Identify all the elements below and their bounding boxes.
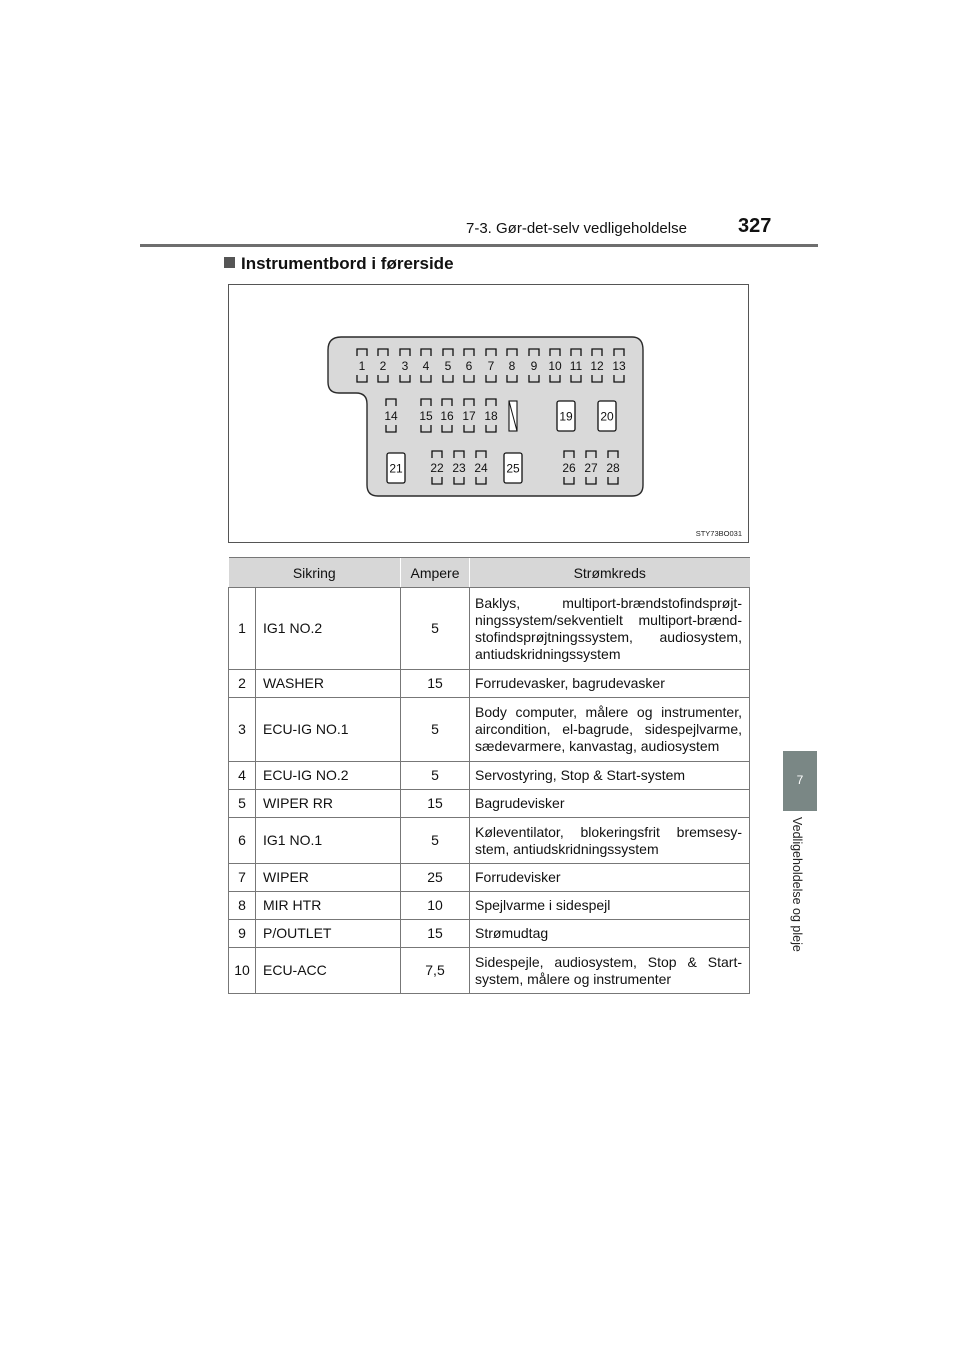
fuse-name-cell: WIPER — [256, 864, 401, 892]
fuse-name-cell: MIR HTR — [256, 892, 401, 920]
section-heading-text: Instrumentbord i førerside — [241, 254, 454, 273]
table-row — [229, 588, 750, 670]
fuse-table — [228, 557, 750, 994]
fuse-number-cell: 4 — [229, 762, 256, 790]
fuse-circuit-cell: Servostyring, Stop & Start-system — [470, 762, 750, 790]
fuse-label: 8 — [508, 359, 516, 373]
fuse-ampere-cell: 5 — [401, 588, 470, 670]
fuse-box-figure — [228, 284, 749, 543]
fuse-box-diagram — [229, 285, 748, 542]
fuse-ampere-cell: 5 — [401, 818, 470, 864]
fuse-number-cell: 7 — [229, 864, 256, 892]
figure-code: STY73BO031 — [695, 529, 742, 538]
page-number: 327 — [738, 215, 772, 237]
table-row — [229, 920, 750, 948]
fuse-ampere-cell: 5 — [401, 762, 470, 790]
fuse-ampere-cell: 15 — [401, 920, 470, 948]
header-ampere: Ampere — [401, 558, 470, 588]
heading-square-icon — [224, 257, 235, 268]
header-sikring: Sikring — [229, 558, 401, 588]
fuse-number-cell: 1 — [229, 588, 256, 670]
fuse-name-cell: IG1 NO.2 — [256, 588, 401, 670]
fuse-name-cell: P/OUTLET — [256, 920, 401, 948]
fuse-label: 23 — [452, 461, 466, 475]
table-row — [229, 864, 750, 892]
fuse-circuit-cell: Forrudevasker, bagrudevasker — [470, 670, 750, 698]
fuse-number-cell: 5 — [229, 790, 256, 818]
fuse-label: 15 — [419, 409, 433, 423]
fuse-label: 13 — [612, 359, 626, 373]
fuse-ampere-cell: 10 — [401, 892, 470, 920]
table-row — [229, 818, 750, 864]
fuse-circuit-cell: Bagrudevisker — [470, 790, 750, 818]
fuse-label: 28 — [606, 461, 620, 475]
fuse-circuit-cell: Køleventilator, blokeringsfrit bremsesy-stem, antiudskridningssystem — [470, 818, 750, 864]
fuse-label: 9 — [530, 359, 538, 373]
fuse-label: 27 — [584, 461, 598, 475]
fuse-number-cell: 10 — [229, 948, 256, 994]
fuse-name-cell: IG1 NO.1 — [256, 818, 401, 864]
fuse-label: 1 — [358, 359, 366, 373]
fuse-label: 10 — [548, 359, 562, 373]
chapter-tab-label: Vedligeholdelse og pleje — [790, 817, 804, 952]
chapter-tab-number: 7 — [796, 773, 804, 787]
fuse-label: 19 — [559, 409, 573, 424]
fuse-label: 25 — [506, 461, 520, 476]
fuse-number-cell: 8 — [229, 892, 256, 920]
fuse-label: 14 — [384, 409, 398, 423]
fuse-label: 22 — [430, 461, 444, 475]
fuse-name-cell: ECU-IG NO.2 — [256, 762, 401, 790]
fuse-label: 3 — [401, 359, 409, 373]
fuse-name-cell: WASHER — [256, 670, 401, 698]
fuse-label: 16 — [440, 409, 454, 423]
fuse-circuit-cell: Forrudevisker — [470, 864, 750, 892]
fuse-label: 5 — [444, 359, 452, 373]
fuse-ampere-cell: 5 — [401, 698, 470, 762]
fuse-label: 21 — [389, 461, 403, 476]
chapter-tab[interactable] — [783, 751, 817, 811]
fuse-label: 18 — [484, 409, 498, 423]
section-heading — [224, 254, 454, 274]
header-stromkreds: Strømkreds — [470, 558, 750, 588]
fuse-ampere-cell: 25 — [401, 864, 470, 892]
fuse-circuit-cell: Sidespejle, audiosystem, Stop & Start-system, målere og instrumenter — [470, 948, 750, 994]
fuse-label: 11 — [569, 359, 583, 373]
fuse-label: 6 — [465, 359, 473, 373]
table-row — [229, 892, 750, 920]
fuse-number-cell: 9 — [229, 920, 256, 948]
fuse-name-cell: WIPER RR — [256, 790, 401, 818]
fuse-label: 26 — [562, 461, 576, 475]
fuse-ampere-cell: 7,5 — [401, 948, 470, 994]
fuse-circuit-cell: Strømudtag — [470, 920, 750, 948]
fuse-number-cell: 6 — [229, 818, 256, 864]
table-row — [229, 948, 750, 994]
fuse-ampere-cell: 15 — [401, 790, 470, 818]
table-row — [229, 790, 750, 818]
table-row — [229, 698, 750, 762]
header-rule — [140, 244, 818, 247]
fuse-name-cell: ECU-ACC — [256, 948, 401, 994]
fuse-label: 2 — [379, 359, 387, 373]
fuse-label: 12 — [590, 359, 604, 373]
table-header-row — [229, 558, 750, 588]
fuse-number-cell: 2 — [229, 670, 256, 698]
fuse-label: 4 — [422, 359, 430, 373]
fuse-circuit-cell: Spejlvarme i sidespejl — [470, 892, 750, 920]
fuse-number-cell: 3 — [229, 698, 256, 762]
fuse-label: 20 — [600, 409, 614, 424]
fuse-label: 7 — [487, 359, 495, 373]
fuse-label: 24 — [474, 461, 488, 475]
table-row — [229, 670, 750, 698]
fuse-circuit-cell: Body computer, målere og instrumenter, aircondition, el-bagrude, sidespejlvarme, sædevarmere, kanvastag, audiosystem — [470, 698, 750, 762]
fuse-circuit-cell: Baklys, multiport-brændstofindsprøjt-ningssystem/sekventielt multiport-brænd-stofindsprøjtningssystem, audiosystem, antiudskridningssystem — [470, 588, 750, 670]
page-header-section: 7-3. Gør-det-selv vedligeholdelse — [466, 220, 687, 237]
fuse-name-cell: ECU-IG NO.1 — [256, 698, 401, 762]
fuse-label: 17 — [462, 409, 476, 423]
table-row — [229, 762, 750, 790]
fuse-ampere-cell: 15 — [401, 670, 470, 698]
